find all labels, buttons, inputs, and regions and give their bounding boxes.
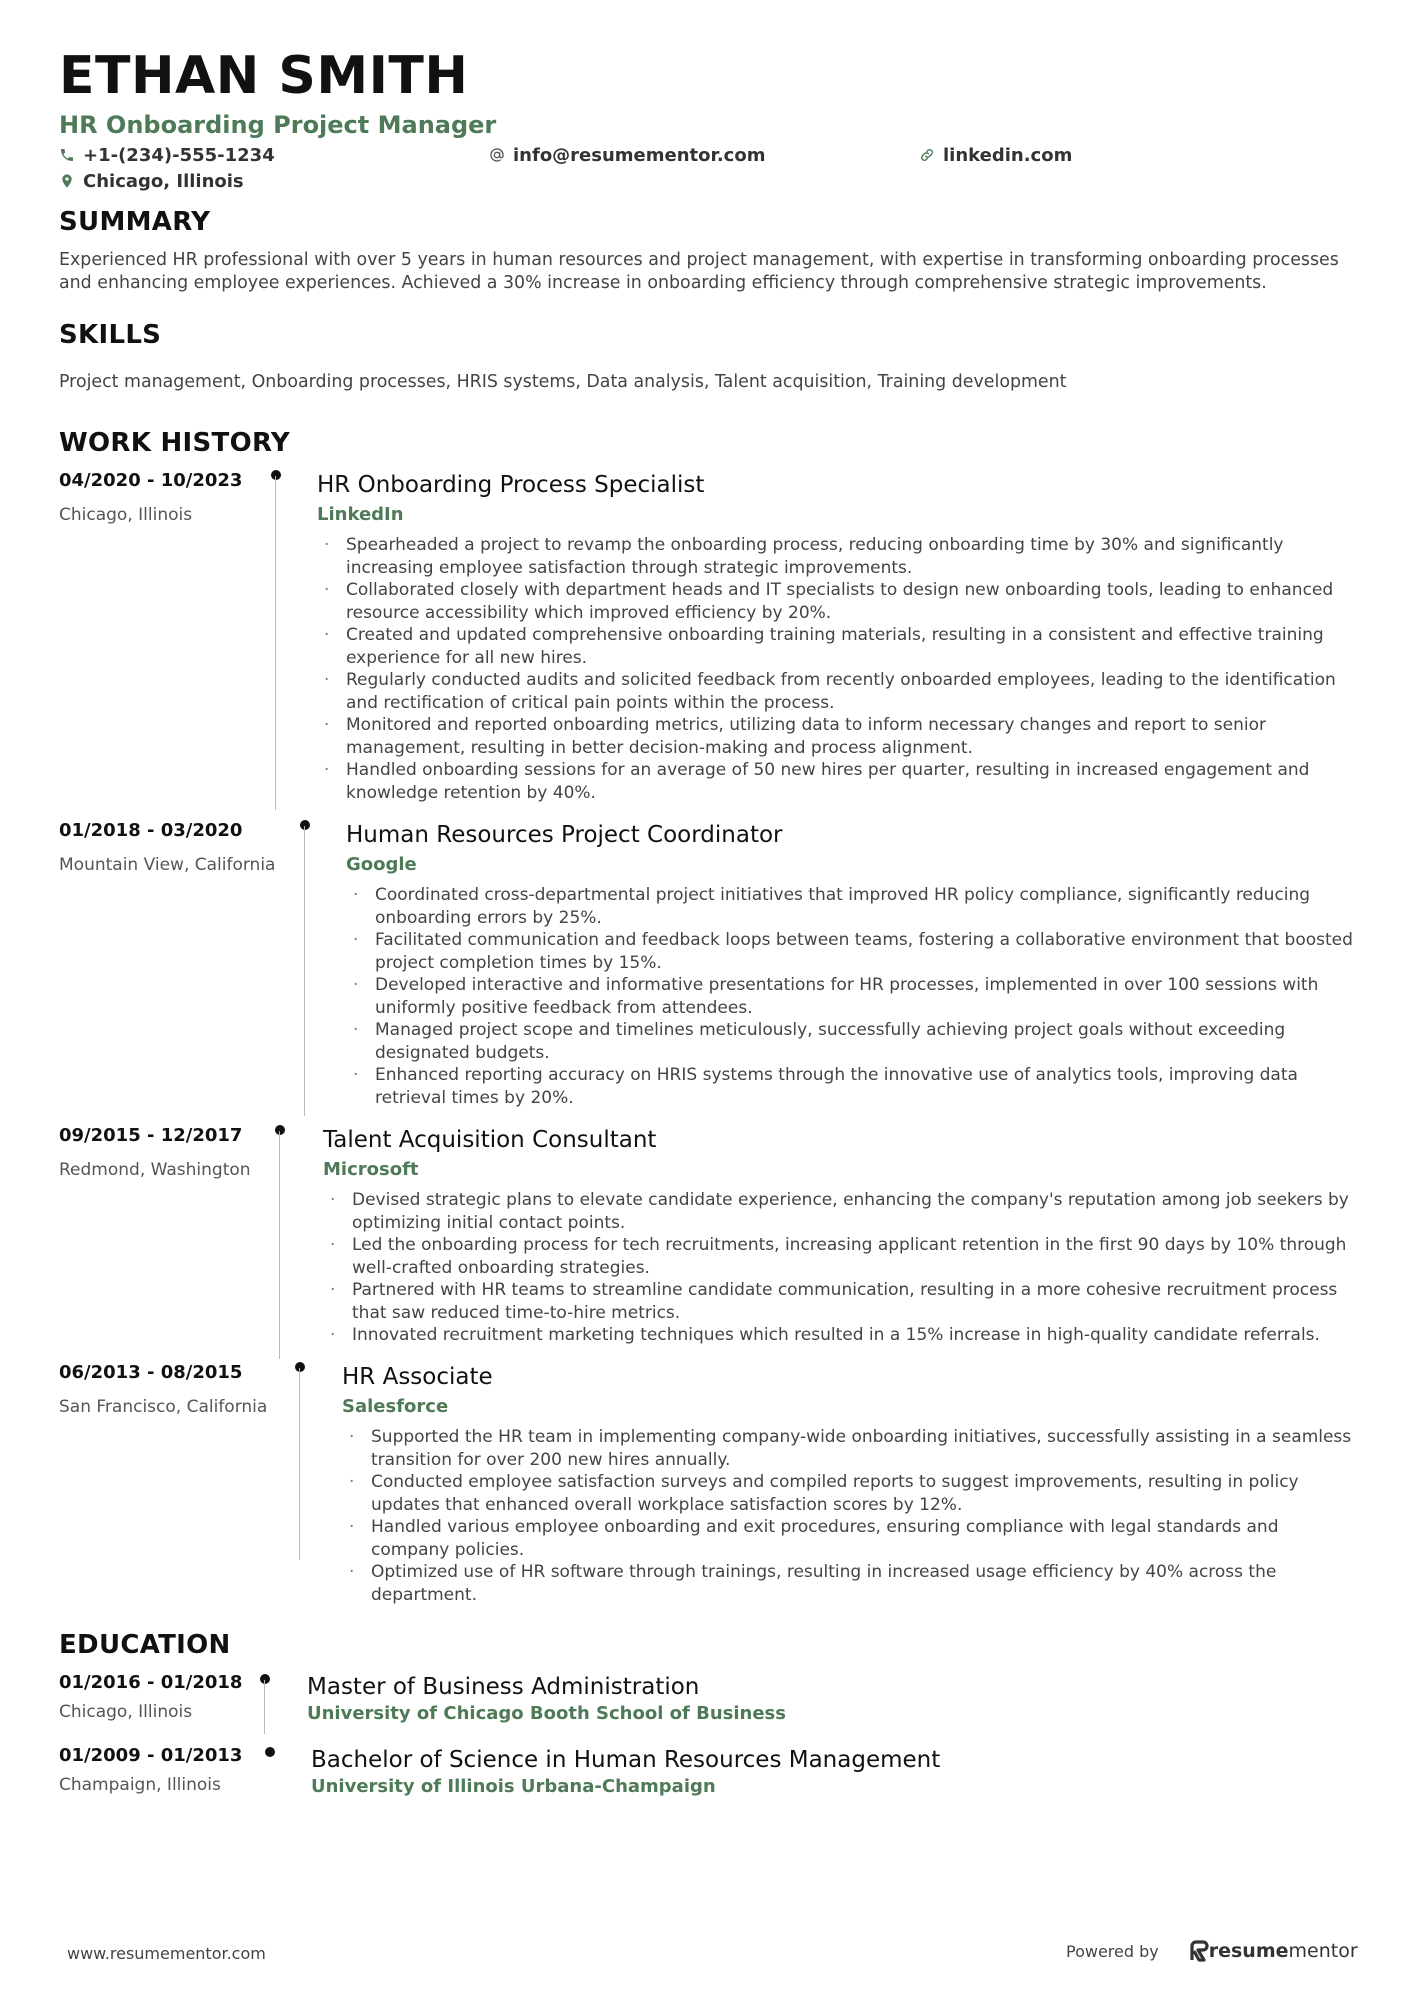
job-title: Human Resources Project Coordinator [346, 822, 783, 848]
timeline-dot [271, 470, 281, 480]
education-details [307, 1672, 786, 1726]
job-bullet: · Handled onboarding sessions for an average of 50 new hires per quarter, resulting in increased engagement and knowledge retention by 40%. [317, 759, 1357, 804]
job-bullets [346, 884, 1356, 1109]
timeline-line [275, 476, 276, 810]
education-school: University of Illinois Urbana-Champaign [311, 1776, 716, 1797]
job-bullet: · Handled various employee onboarding and exit procedures, ensuring compliance with legal standards and company policies. [342, 1516, 1357, 1561]
powered-by-label: Powered by [1066, 1941, 1159, 1961]
brand-logo[interactable] [1189, 1940, 1358, 1962]
education-heading: EDUCATION [59, 1630, 231, 1660]
job-company: Google [346, 854, 417, 875]
phone-icon [59, 147, 75, 163]
job-bullet: · Partnered with HR teams to streamline candidate communication, resulting in a more cohesive recruitment process that saw reduced time-to-hire metrics. [323, 1279, 1357, 1324]
resume-header [59, 40, 1359, 194]
education-location: Chicago, Illinois [59, 1702, 193, 1722]
job-bullet: · Optimized use of HR software through trainings, resulting in increased usage efficiency by 40% across the department. [342, 1561, 1357, 1606]
email-text[interactable]: info@resumementor.com [513, 144, 766, 166]
phone-text: +1-(234)-555-1234 [83, 144, 275, 166]
timeline-line [264, 1680, 265, 1734]
job-dates: 09/2015 - 12/2017 [59, 1125, 243, 1146]
job-bullet: · Enhanced reporting accuracy on HRIS systems through the innovative use of analytics tools, improving data retrieval times by 20%. [346, 1064, 1356, 1109]
footer-website[interactable]: www.resumementor.com [67, 1944, 266, 1963]
resumementor-logo-icon [1189, 1940, 1209, 1962]
brand-name-light: mentor [1288, 1940, 1358, 1962]
timeline-dot [300, 820, 310, 830]
summary-heading: SUMMARY [59, 207, 211, 237]
job-bullet: · Innovated recruitment marketing techniques which resulted in a 15% increase in high-quality candidate referrals. [323, 1324, 1357, 1347]
email-contact[interactable] [489, 145, 919, 166]
job-company: LinkedIn [317, 504, 404, 525]
brand-name-bold: resume [1208, 1940, 1289, 1962]
job-bullet: · Supported the HR team in implementing company-wide onboarding initiatives, successfully assisting in a seamless transition for over 200 new hires annually. [342, 1426, 1357, 1471]
job-details [317, 470, 1357, 804]
job-bullet: · Conducted employee satisfaction surveys and compiled reports to suggest improvements, resulting in policy updates that enhanced overall workplace satisfaction scores by 12%. [342, 1471, 1357, 1516]
job-bullet: · Collaborated closely with department heads and IT specialists to design new onboarding tools, leading to enhanced resource accessibility which improved efficiency by 20%. [317, 579, 1357, 624]
job-bullet: · Developed interactive and informative presentations for HR processes, implemented in over 100 sessions with uniformly positive feedback from attendees. [346, 974, 1356, 1019]
job-dates: 06/2013 - 08/2015 [59, 1362, 243, 1383]
job-company: Microsoft [323, 1159, 419, 1180]
job-location: Chicago, Illinois [59, 505, 193, 525]
job-title: Talent Acquisition Consultant [323, 1127, 657, 1153]
location-text: Chicago, Illinois [83, 170, 244, 192]
job-details [346, 820, 1356, 1109]
job-bullet: · Monitored and reported onboarding metrics, utilizing data to inform necessary changes and report to senior management, resulting in better decision-making and process alignment. [317, 714, 1357, 759]
timeline-line [299, 1368, 300, 1560]
job-details [323, 1125, 1357, 1347]
timeline-dot [275, 1125, 285, 1135]
work-history-heading: WORK HISTORY [59, 428, 291, 458]
job-dates: 01/2018 - 03/2020 [59, 820, 243, 841]
education-dates: 01/2016 - 01/2018 [59, 1672, 243, 1693]
job-bullet: · Created and updated comprehensive onboarding training materials, resulting in a consistent and effective training experience for all new hires. [317, 624, 1357, 669]
location-pin-icon [59, 173, 75, 189]
job-bullet: · Coordinated cross-departmental project initiatives that improved HR policy compliance, significantly reducing onboarding errors by 25%. [346, 884, 1356, 929]
timeline-dot [295, 1362, 305, 1372]
timeline-dot [260, 1674, 270, 1684]
phone-contact [59, 145, 489, 166]
job-bullet: · Facilitated communication and feedback loops between teams, fostering a collaborative environment that boosted project completion times by 15%. [346, 929, 1356, 974]
timeline-dot [265, 1747, 275, 1757]
job-location: Redmond, Washington [59, 1160, 251, 1180]
job-bullet: · Devised strategic plans to elevate candidate experience, enhancing the company's reputation among job seekers by optimizing initial contact points. [323, 1189, 1357, 1234]
linkedin-contact[interactable] [919, 145, 1072, 166]
skills-heading: SKILLS [59, 320, 162, 350]
job-location: San Francisco, California [59, 1397, 268, 1417]
job-details [342, 1362, 1357, 1606]
candidate-title: HR Onboarding Project Manager [59, 111, 497, 139]
at-icon [489, 147, 505, 163]
summary-text: Experienced HR professional with over 5 years in human resources and project management, with expertise in transforming onboarding processes and enhancing employee experiences. Achieved a 30% increase in onboarding efficiency through comprehensive strategic improvements. [59, 250, 1339, 293]
location-contact [59, 171, 244, 192]
job-bullet: · Led the onboarding process for tech recruitments, increasing applicant retention in the first 90 days by 10% through well-crafted onboarding strategies. [323, 1234, 1357, 1279]
job-title: HR Associate [342, 1364, 493, 1390]
skills-text: Project management, Onboarding processes, HRIS systems, Data analysis, Talent acquisition, Training development [59, 372, 1067, 392]
timeline-line [304, 826, 305, 1116]
link-icon [919, 147, 935, 163]
job-location: Mountain View, California [59, 855, 276, 875]
job-title: HR Onboarding Process Specialist [317, 472, 705, 498]
job-bullet: · Spearheaded a project to revamp the onboarding process, reducing onboarding time by 30% and significantly increasing employee satisfaction through strategic improvements. [317, 534, 1357, 579]
education-details [311, 1745, 940, 1799]
job-bullet: · Regularly conducted audits and solicited feedback from recently onboarded employees, leading to the identification and rectification of critical pain points within the process. [317, 669, 1357, 714]
job-bullets [323, 1189, 1357, 1347]
job-company: Salesforce [342, 1396, 449, 1417]
footer-powered-by [1066, 1940, 1358, 1962]
education-degree: Bachelor of Science in Human Resources Management [311, 1747, 941, 1773]
job-bullets [342, 1426, 1357, 1606]
linkedin-text[interactable]: linkedin.com [943, 144, 1073, 166]
education-dates: 01/2009 - 01/2013 [59, 1745, 243, 1766]
job-bullet: · Managed project scope and timelines meticulously, successfully achieving project goals without exceeding designated budgets. [346, 1019, 1356, 1064]
education-location: Champaign, Illinois [59, 1775, 221, 1795]
job-dates: 04/2020 - 10/2023 [59, 470, 243, 491]
education-school: University of Chicago Booth School of Business [307, 1703, 786, 1724]
candidate-name: ETHAN SMITH [59, 46, 469, 106]
timeline-line [279, 1131, 280, 1359]
job-bullets [317, 534, 1357, 804]
education-degree: Master of Business Administration [307, 1674, 700, 1700]
